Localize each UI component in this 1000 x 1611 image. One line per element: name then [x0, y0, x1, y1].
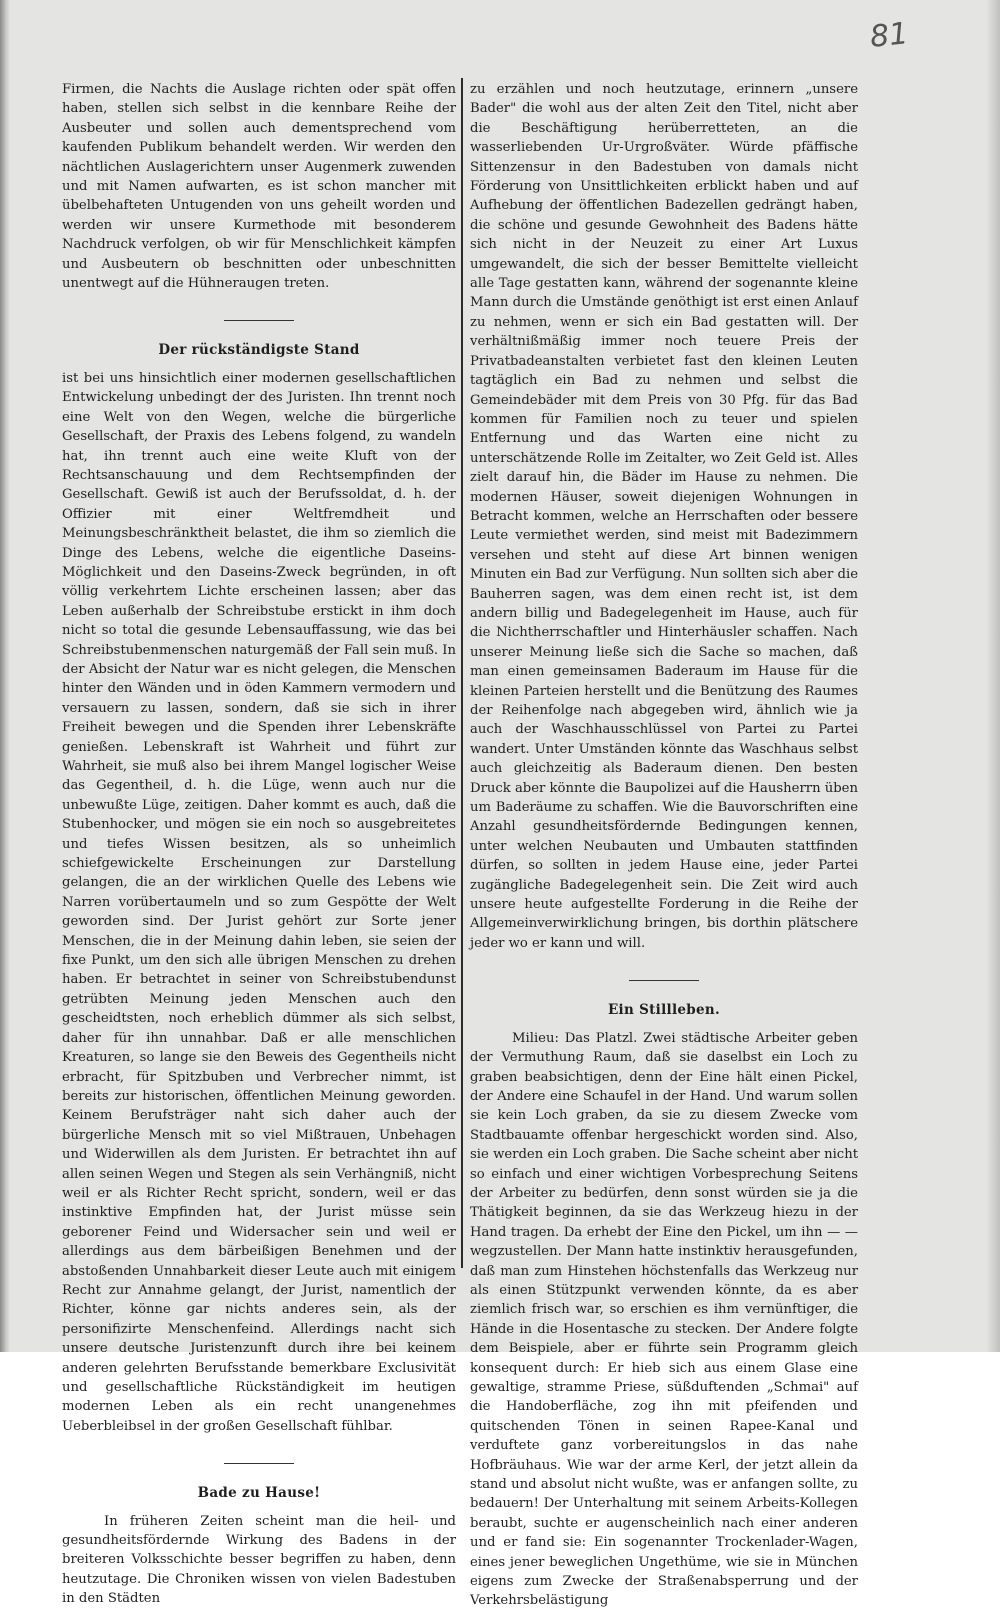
section-text-stand: ist bei uns hinsichtlich einer modernen gesellschaftlichen Entwickelung unbedingt der des Juristen. Ihn trennt noch eine Welt von den Wegen, welche die bürgerliche Gesellschaft, der Praxis des Lebens folgend, zu wandeln hat, ihn trennt auch eine weite Kluft von der Rechtsanschauung und dem Rechtsempfinden der Gesellschaft. Gewiß ist auch der Berufssoldat, d. h. der Offizier mit einer Weltfremdheit und Meinungsbeschränktheit belastet, die ihm so ziemlich die Dinge des Lebens, welche die eigentliche Daseins-Möglichkeit und den Daseins-Zweck begründen, in oft völlig verkehrtem Lichte erscheinen lassen; aber das Leben außerhalb der Schreibstube erstickt in ihm doch nicht so total die gesunde Lebensauffassung, wie das bei Schreibstubenmenschen naturgemäß der Fall sein muß. In der Absicht der Natur war es nicht gelegen, die Menschen hinter den Wänden und in öden Kammern vermodern und versauern zu lassen, sondern, daß sie sich in ihrer Freiheit bewegen und die Spenden ihrer Lebenskräfte genießen. Lebenskraft ist Wahrheit und führt zur Wahrheit, sie muß also bei ihrem Mangel logischer Weise das Gegentheil, d. h. die Lüge, wenn auch nur die unbewußte Lüge, zeitigen. Daher kommt es auch, daß die Stubenhocker, und mögen sie ein noch so ausgebreitetes und tiefes Wissen besitzen, als so unheimlich schiefgewickelte Erscheinungen zur Darstellung gelangen, die an der wirklichen Quelle des Lebens wie Narren vorübertaumeln und so zum Gespötte der Welt geworden sind. Der Jurist gehört zur Sorte jener Menschen, die in der Meinung dahin leben, sie seien der fixe Punkt, um den sich alle übrigen Menschen zu drehen haben. Er betrachtet in seiner von Schreibstubendunst getrübten Meinung jeden Menschen auch den gescheidtsten, noch erheblich dümmer als sich selbst, daher für ihn unnahbar. Daß er alle menschlichen Kreaturen, so lange sie den Beweis des Gegentheils nicht erbracht, für Spitzbuben und Verbrecher nimmt, ist bereits zur historischen, öffentlichen Meinung geworden. Keinem Berufsträger naht sich daher auch der bürgerliche Mensch mit so viel Mißtrauen, Unbehagen und Widerwillen als dem Juristen. Er betrachtet ihn auf allen seinen Wegen und Stegen als sein Verhängniß, nicht weil er als Richter Recht spricht, sondern, weil er das instinktive Empfinden hat, der Jurist müsse sein geborener Feind und Widersacher sein und weil er allerdings aus dem bärbeißigen Benehmen und der abstoßenden Unnahbarkeit dieser Leute auch mit einigem Recht zur Annahme gelangt, der Jurist, namentlich der Richter, könne gar nichts anderes sein, als der personifizirte Menschenfeind. Allerdings nacht sich unsere deutsche Juristenzunft durch ihre bei keinem anderen gelehrten Berufsstande bemerkbare Exclusivität und gesellschaftliche Rückständigkeit im heutigen modernen Leben als ein recht unangenehmes Ueberbleibsel in der großen Gesellschaft fühlbar.	[62, 370, 456, 1434]
section-heading-stillleben: Ein Stillleben.	[607, 1002, 721, 1019]
page-edge	[986, 0, 1000, 1352]
section-heading-bade: Bade zu Hause!	[197, 1485, 321, 1502]
section-text-stillleben: Milieu: Das Platzl. Zwei städtische Arbeiter geben der Vermuthung Raum, daß sie daselbst ein Loch zu graben beabsichtigen, denn der Eine hält einen Pickel, der Andere eine Schaufel in der Hand. Und warum sollen sie kein Loch graben, da sie zu diesem Zwecke vom Stadtbauamte offenbar hergeschickt worden sind. Also, sie werden ein Loch graben. Die Sache scheint aber nicht so einfach und einer wichtigen Vorbesprechung Seitens der Arbeiter zu bedürfen, denn sonst würden sie ja die Thätigkeit beginnen, da sie das Werkzeug hiezu in der Hand tragen. Da erhebt der Eine den Pickel, um ihn — — wegzustellen. Der Mann hatte instinktiv herausgefunden, daß man zum Hinstehen höchstenfalls das Werkzeug nur als einen Stützpunkt verwenden könnte, da es aber ziemlich frisch war, so erschien es ihm vernünftiger, die Hände in die Hosentasche zu stecken. Der Andere folgte dem Beispiele, aber er führte sein Programm gleich konsequent durch: Er hieb sich aus einem Glase eine gewaltige, stramme Priese, süßduftenden „Schmai" auf die Handoberfläche, zog ihn mit pfeifenden und quitschenden Tönen in seinen Rapee-Kanal und verduftete ganz vorbereitungslos in das nahe Hofbräuhaus. Wie war der arme Kerl, der jetzt allein da stand und absolut nicht wußte, was er anfangen sollte, zu bedauern! Der Unterhaltung mit seinem Arbeits-Kollegen beraubt, suchte er augenscheinlich nach einer anderen und er fand sie: Ein sogenannter Trockenlader-Wagen, eines jener beweglichen Ungethüme, wie sie in München eigens zum Zwecke der Straßenabsperrung und der Verkehrsbelästigung	[470, 1030, 858, 1609]
continuation-text: zu erzählen und noch heutzutage, erinnern „unsere Bader" die wohl aus der alten Zeit den Titel, nicht aber die Beschäftigung herüberretteten, an die wasserliebenden Ur-Urgroßväter. Würde pfäffische Sittenzensur in den Badestuben von damals nicht Förderung von Unsittlichkeiten erblickt haben und auf Aufhebung der öffentlichen Badezellen gedrängt haben, die schöne und gesunde Gewohnheit des Badens hätte sich nicht in der Neuzeit zu einer Art Luxus umgewandelt, die sich der besser Bemittelte vielleicht alle Tage gestatten kann, während der sogenannte kleine Mann durch die Umstände genöthigt ist erst einen Anlauf zu nehmen, wenn er sich ein Bad gestatten will. Der verhältnißmäßig immer noch teuere Preis der Privatbadeanstalten verbietet fast den kleinen Leuten tagtäglich ein Bad zu nehmen und selbst die Gemeindebäder mit dem Preis von 30 Pfg. für das Bad kommen für Familien noch zu teuer und spielen Entfernung und das Warten eine nicht zu unterschätzende Rolle im Zeitalter, wo Zeit Geld ist. Alles zielt darauf hin, die Bäder im Hause zu nehmen. Die modernen Häuser, soweit diejenigen Wohnungen in Betracht kommen, welche an Herrschaften oder bessere Leute vermiethet werden, sind meist mit Badezimmern versehen und steht auf diese Art binnen wenigen Minuten ein Bad zur Verfügung. Nun sollten sich aber die Bauherren sagen, was dem einen recht ist, ist dem andern billig und Badegelegenheit im Hause, auch für die Nichtherrschaftler und Hinterhäusler schaffen. Nach unserer Meinung ließe sich die Sache so machen, daß man einen gemeinsamen Baderaum im Hause für die kleinen Parteien herstellt und die Benützung des Raumes der Reihenfolge nach abgegeben wird, ähnlich wie ja auch der Waschhausschlüssel von Partei zu Partei wandert. Unter Umständen könnte das Waschhaus selbst auch gleichzeitig als Baderaum dienen. Den besten Druck aber könnte die Baupolizei auf die Hausherrn üben um Baderäume zu schaffen. Wie die Bauvorschriften eine Anzahl gesundheitsfördernde Bedingungen kennen, unter welchen Neubauten und Umbauten stattfinden dürfen, so sollten in jedem Hause eine, jeder Partei zugängliche Badegelegenheit sein. Die Zeit wird auch unsere heute aufgestellte Forderung in die Reihe der Allgemeinverwirklichung bringen, bis dorthin plätschere jeder wo er kann und will.	[470, 82, 858, 951]
intro-paragraph: Firmen, die Nachts die Auslage richten oder spät offen haben, stellen sich selbst in die kennbare Reihe der Ausbeuter und sollen auch dementsprechend vom kaufenden Publikum behandelt werden. Wir werden den nächtlichen Auslagerichtern unser Augenmerk zuwenden und mit Namen aufwarten, es ist schon mancher mit übelbehafteten Untugenden von uns geheilt worden und werden wir unsere Kurmethode mit besonderem Nachdruck verfolgen, ob wir für Menschlichkeit kämpfen und Ausbeutern ob beschnitten oder unbeschnitten unentwegt auf die Hühneraugen treten.	[62, 82, 456, 292]
section-text-bade: In früheren Zeiten scheint man die heil- und gesundheitsfördernde Wirkung des Badens in der breiteren Volksschichte besser begriffen zu haben, denn heutzutage. Die Chroniken wissen von vielen Badestuben in den Städten	[62, 1513, 456, 1607]
section-divider	[629, 980, 699, 981]
section-heading-stand: Der rückständigste Stand	[158, 342, 360, 359]
column-rule	[461, 78, 463, 1268]
right-column	[470, 80, 858, 1611]
left-column	[62, 80, 456, 1609]
section-divider	[224, 1463, 294, 1464]
section-divider	[224, 320, 294, 321]
page-number: 81	[868, 16, 910, 55]
binding-shadow	[0, 0, 10, 1352]
